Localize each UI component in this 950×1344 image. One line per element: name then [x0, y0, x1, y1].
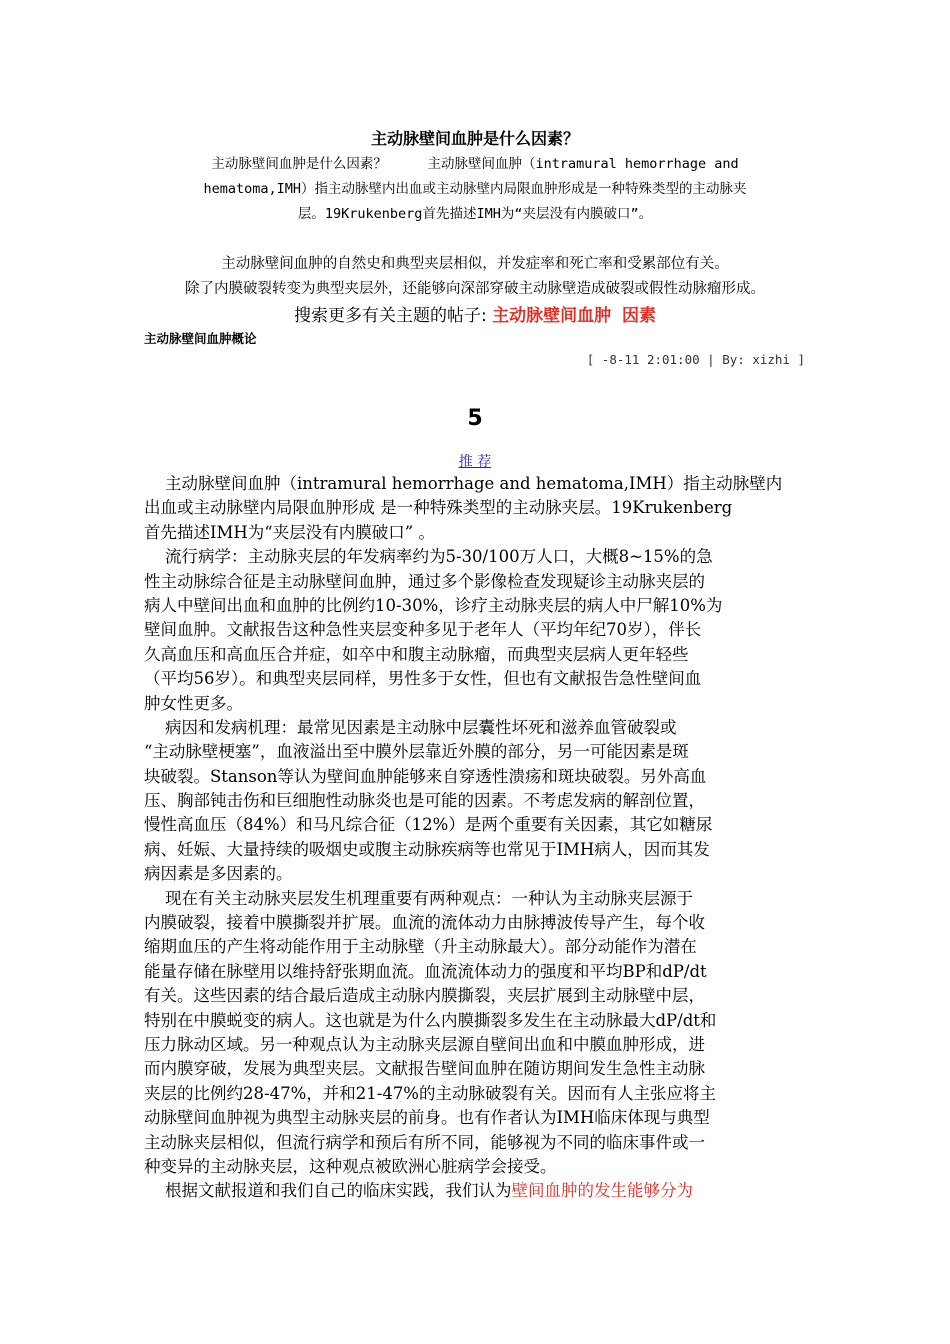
body-line: 能量存储在脉壁用以维持舒张期血流。血流流体动力的强度和平均BP和dP/dt [144, 961, 707, 981]
body-line: 出血或主动脉壁内局限血肿形成 是一种特殊类型的主动脉夹层。19Krukenberg [144, 498, 733, 518]
body-last-highlight: 壁间血肿的发生能够分为 [511, 1181, 693, 1201]
body-line: （平均56岁）。和典型夹层同样，男性多于女性，但也有文献报告急性壁间血 [144, 669, 702, 689]
body-line: 肿女性更多。 [144, 693, 243, 713]
body-line: 缩期血压的产生将动能作用于主动脉壁（升主动脉最大）。部分动能作为潜在 [144, 937, 697, 957]
recommend-link[interactable]: 推 荐 [458, 454, 492, 470]
body-line: 特别在中膜蜕变的病人。这也就是为什么内膜撕裂多发生在主动脉最大dP/dt和 [144, 1010, 717, 1030]
search-prefix: 搜索更多有关主题的帖子: [294, 306, 493, 326]
article-title: 主动脉壁间血肿是什么因素？ [370, 129, 579, 148]
body-line: “主动脉壁梗塞”，血液溢出至中膜外层靠近外膜的部分，另一可能因素是斑 [144, 742, 689, 762]
body-line: 慢性高血压（84%）和马凡综合征（12%）是两个重要有关因素，其它如糖尿 [144, 815, 713, 835]
body-line: 压力脉动区域。另一种观点认为主动脉夹层源自壁间出血和中膜血肿形成，进 [144, 1034, 705, 1054]
body-line-last [144, 1179, 814, 1203]
body-last-prefix: 根据文献报道和我们自己的临床实践，我们认为 [144, 1181, 512, 1201]
body-line: 主动脉夹层相似，但流行病学和预后有所不同，能够视为不同的临床事件或一 [144, 1132, 705, 1152]
body-line: 病、妊娠、大量持续的吸烟史或腹主动脉疾病等也常见于IMH病人，因而其发 [144, 839, 710, 859]
body-line: 病因素是多因素的。 [144, 864, 293, 884]
body-line: 主动脉壁间血肿（intramural hemorrhage and hematoma,IMH）指主动脉壁内 [144, 474, 783, 493]
natural-history-line-1: 主动脉壁间血肿的自然史和典型夹层相似，并发症率和死亡率和受累部位有关。 [221, 256, 729, 272]
intro-line-1: 主动脉壁间血肿是什么因素？ 主动脉壁间血肿（intramural hemorrhage and [211, 156, 739, 172]
intro-line-2: hematoma,IMH）指主动脉壁内出血或主动脉壁内局限血肿形成是一种特殊类型的主动脉夹 [203, 181, 747, 197]
body-line: 而内膜穿破，发展为典型夹层。文献报告壁间血肿在随访期间发生急性主动脉 [144, 1059, 705, 1079]
article-body [144, 472, 814, 1204]
body-line: 块破裂。Stanson等认为壁间血肿能够来自穿透性溃疡和斑块破裂。另外高血 [144, 766, 707, 786]
body-line: 性主动脉综合征是主动脉壁间血肿，通过多个影像检查发现疑诊主动脉夹层的 [144, 571, 705, 591]
body-line: 内膜破裂，接着中膜撕裂并扩展。血流的流体动力由脉搏波传导产生，每个收 [144, 913, 705, 933]
body-line: 病因和发病机理：最常见因素是主动脉中层囊性坏死和滋养血管破裂或 [144, 717, 677, 737]
section-subheading: 主动脉壁间血肿概论 [144, 331, 257, 346]
body-line: 种变异的主动脉夹层，这种观点被欧洲心脏病学会接受。 [144, 1156, 557, 1176]
recommend-link-row [0, 451, 950, 471]
body-line: 壁间血肿。文献报告这种急性夹层变种多见于老年人（平均年纪70岁），伴长 [144, 620, 702, 640]
body-line: 流行病学：主动脉夹层的年发病率约为5-30/100万人口，大概8~15%的急 [144, 547, 713, 567]
body-line: 夹层的比例约28-47%，并和21-47%的主动脉破裂有关。因而有人主张应将主 [144, 1083, 716, 1103]
search-keyword-link[interactable]: 因素 [621, 306, 656, 326]
body-line: 动脉壁间血肿视为典型主动脉夹层的前身。也有作者认为IMH临床体现与典型 [144, 1108, 710, 1128]
body-line: 首先描述IMH为“夹层没有内膜破口” 。 [144, 522, 435, 542]
natural-history-line-2: 除了内膜破裂转变为典型夹层外，还能够向深部穿破主动脉壁造成破裂或假性动脉瘤形成。 [185, 281, 765, 297]
search-keyword-link[interactable]: 主动脉壁间血肿 [492, 306, 612, 326]
search-topics-line [0, 301, 950, 326]
score-value: 5 [467, 406, 483, 431]
intro-line-3: 层。19Krukenberg首先描述IMH为“夹层没有内膜破口”。 [297, 206, 653, 222]
body-line: 有关。这些因素的结合最后造成主动脉内膜撕裂，夹层扩展到主动脉壁中层， [144, 986, 705, 1006]
body-line: 病人中壁间出血和血肿的比例约10-30%，诊疗主动脉夹层的病人中尸解10%为 [144, 595, 723, 615]
body-line: 压、胸部钝击伤和巨细胞性动脉炎也是可能的因素。不考虑发病的解剖位置， [144, 791, 705, 811]
body-line: 久高血压和高血压合并症，如卒中和腹主动脉瘤，而典型夹层病人更年轻些 [144, 644, 689, 664]
post-meta: [ -8-11 2:01:00 | By: xizhi ] [586, 352, 805, 367]
body-line: 现在有关主动脉夹层发生机理重要有两种观点：一种认为主动脉夹层源于 [144, 888, 693, 908]
